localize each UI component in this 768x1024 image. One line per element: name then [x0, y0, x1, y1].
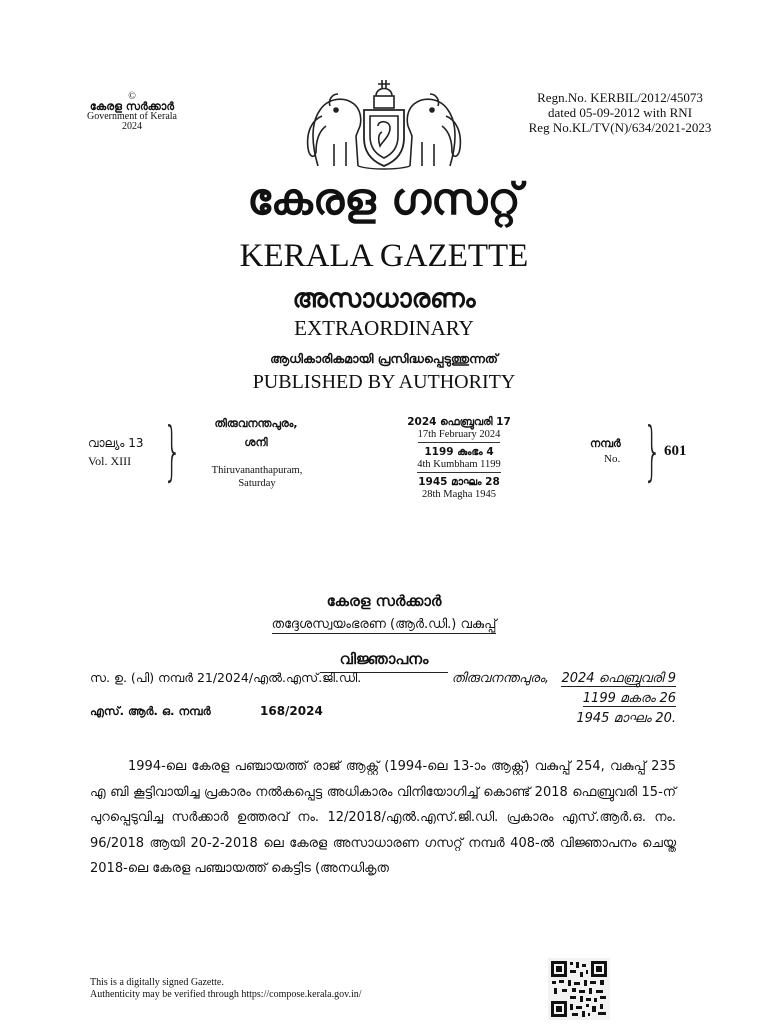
- number-label-ml: നമ്പർ: [590, 437, 621, 450]
- right-curly-brace-icon: }: [163, 415, 182, 489]
- go-number: സ. ഉ. (പി) നമ്പർ 21/2024/എൽ.എസ്.ജി.ഡി.: [90, 670, 362, 685]
- date-saka-en: 28th Magha 1945: [421, 489, 497, 500]
- department-name: [0, 617, 768, 632]
- gazette-number: 601: [664, 443, 687, 459]
- gazette-title-ml: കേരള ഗസറ്റ്: [247, 174, 521, 225]
- date-saka-ml: 1945 മാഘം 28: [418, 476, 500, 488]
- kerala-state-emblem-icon: [298, 76, 470, 172]
- notification-paragraph: 1994-ലെ കേരള പഞ്ചായത്ത് രാജ് ആക്റ്റ് (1994-ലെ 13-ാം ആക്റ്റ്) വകുപ്പ് 254, വകുപ്പ് 235 എ ബി കൂട്ടിവായിച്ച പ്രകാരം നൽകപ്പെട്ട അധികാരം വിനിയോഗിച്ച് കൊണ്ട് 2018 ഫെബ്രുവരി 15-ന് പുറപ്പെടുവിച്ച സർക്കാർ ഉത്തരവ് നം. 12/2018/എൽ.എസ്.ജി.ഡി. പ്രകാരം എസ്.ആർ.ഒ. നം. 96/2018 ആയി 20-2-2018 ലെ കേരള അസാധാരണ ഗസറ്റ് നമ്പർ 408-ൽ വിജ്ഞാപനം ചെയ്ത 2018-ലെ കേരള പഞ്ചായത്ത് കെട്ടിട (അനധികൃത: [90, 759, 676, 876]
- qr-code-icon: [548, 958, 610, 1020]
- footer-line-2: Authenticity may be verified through https://compose.kerala.gov.in/: [90, 989, 362, 1000]
- date-malayalam-era-en: 4th Kumbham 1199: [417, 459, 501, 473]
- place-en-line-1: Thiruvananthapuram,: [211, 465, 303, 476]
- place-ml-line-2: ശനി: [244, 436, 268, 449]
- date-gregorian-ml: 2024 ഫെബ്രുവരി 17: [407, 416, 511, 428]
- right-curly-brace-icon: }: [643, 415, 662, 489]
- notification-dates: [420, 669, 676, 729]
- govt-name-en: Government of Kerala: [87, 111, 177, 122]
- sro-label: എസ്. ആർ. ഒ. നമ്പർ: [90, 704, 211, 718]
- notification-place: തിരുവനന്തപുരം,: [451, 671, 550, 686]
- published-by-authority-ml: ആധികാരികമായി പ്രസിദ്ധപ്പെടുത്തുന്നത്: [270, 351, 498, 366]
- govt-name-ml: കേരള സർക്കാർ: [89, 100, 175, 113]
- extraordinary-ml: അസാധാരണം: [292, 284, 476, 314]
- copyright-year: 2024: [122, 121, 142, 132]
- regn-line-3: Reg No.KL/TV(N)/634/2021-2023: [528, 120, 712, 135]
- notification-date-gregorian: 2024 ഫെബ്രുവരി 9: [561, 671, 676, 686]
- registration-block: [500, 90, 740, 135]
- published-by-authority-en: PUBLISHED BY AUTHORITY: [252, 371, 516, 393]
- volume-en: Vol. XIII: [88, 454, 132, 468]
- number-label-en: No.: [604, 453, 621, 465]
- notification-date-saka: 1945 മാഘം 20.: [576, 711, 676, 726]
- regn-line-1: Regn.No. KERBIL/2012/45073: [537, 90, 703, 105]
- copyright-block: [82, 92, 182, 132]
- regn-line-2: dated 05-09-2012 with RNI: [547, 105, 693, 120]
- sro-number: 168/2024: [260, 704, 323, 718]
- notification-title: വിജ്ഞാപനം: [339, 650, 429, 668]
- notification-date-line-1: [420, 669, 676, 689]
- footer-note: [90, 977, 362, 1001]
- issue-dates: [390, 416, 528, 501]
- footer-line-1: This is a digitally signed Gazette.: [90, 977, 224, 988]
- gazette-title-en: KERALA GAZETTE: [239, 238, 529, 274]
- notification-date-malayalam-era: 1199 മകരം 26: [582, 691, 676, 706]
- extraordinary-en: EXTRAORDINARY: [294, 316, 474, 340]
- place-en-line-2: Saturday: [238, 478, 276, 489]
- place-ml-line-1: തിരുവനന്തപുരം,: [214, 417, 298, 430]
- place-en: [196, 464, 318, 490]
- date-gregorian-en: 17th February 2024: [418, 429, 501, 443]
- date-malayalam-era-ml: 1199 കുംഭം 4: [424, 446, 494, 458]
- department-name-text: തദ്ദേശസ്വയംഭരണ (ആർ.ഡി.) വകുപ്പ്: [271, 617, 497, 632]
- copyright-symbol: ©: [128, 91, 136, 102]
- volume-ml: വാല്യം 13: [88, 436, 144, 450]
- place-ml: [200, 414, 312, 452]
- notification-govt-ml: കേരള സർക്കാർ: [326, 592, 442, 610]
